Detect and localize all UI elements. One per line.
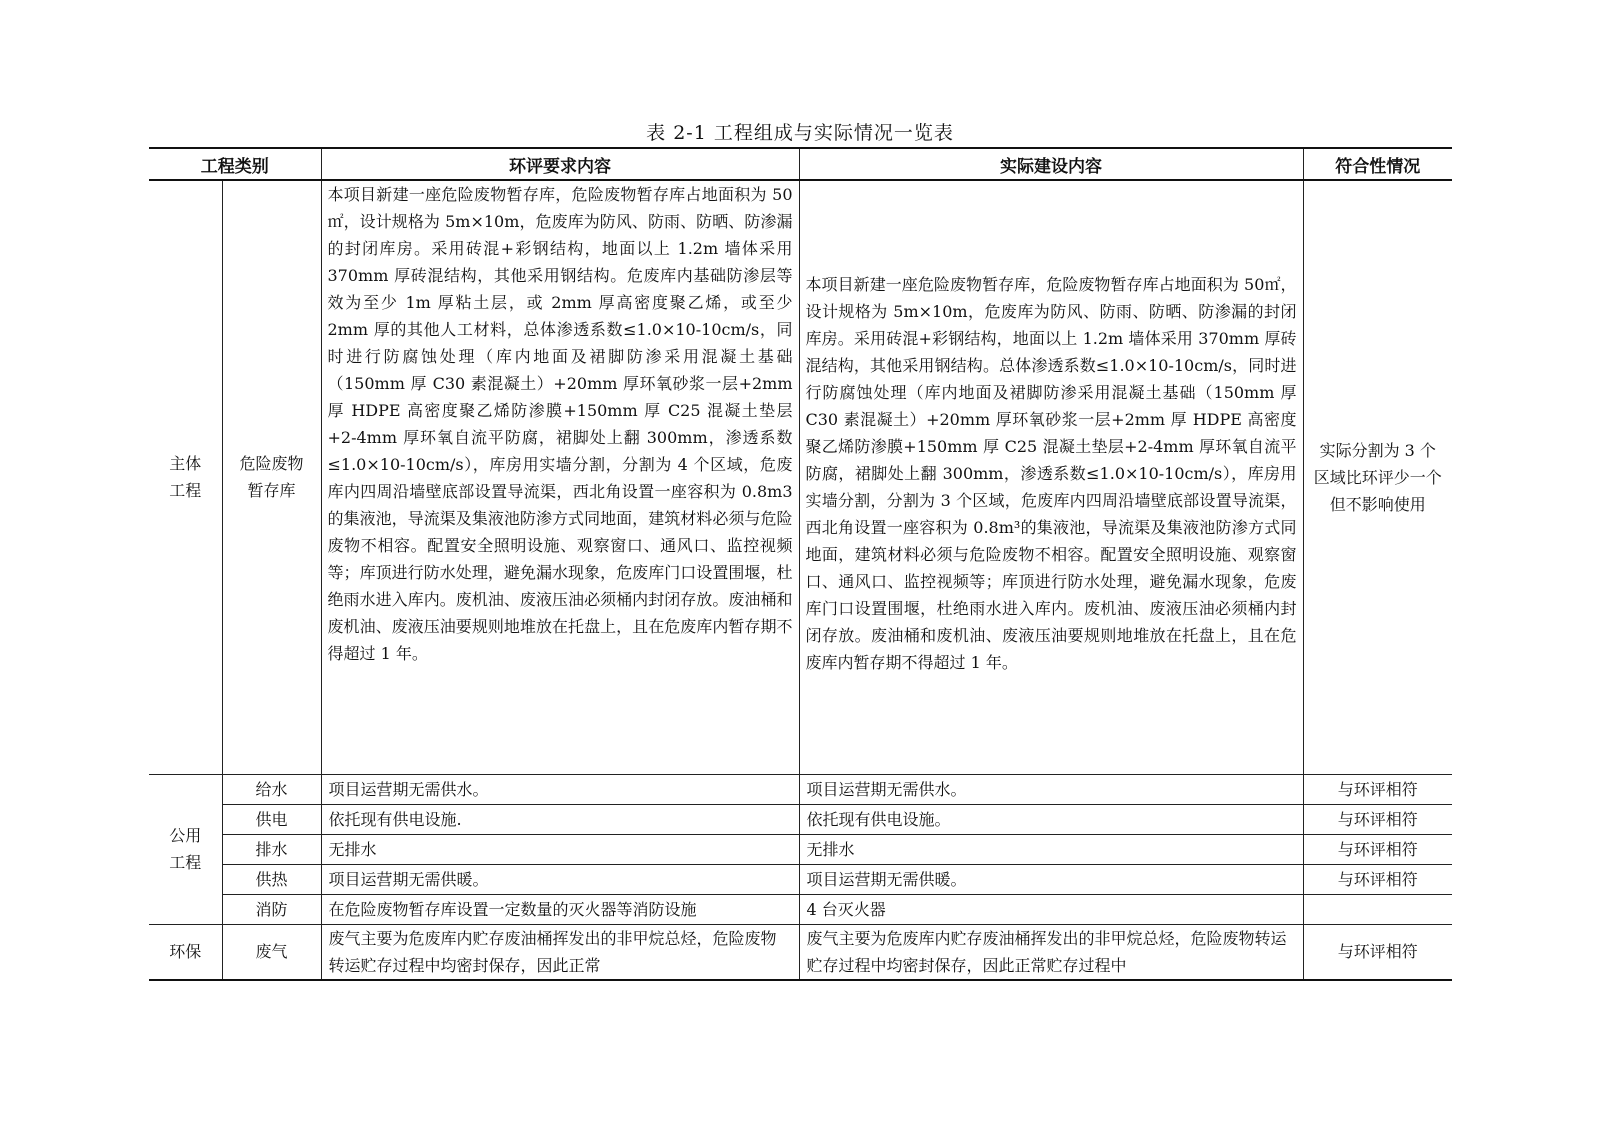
heating-compliance: 与环评相符 bbox=[1303, 864, 1452, 894]
heating-requirement: 项目运营期无需供暖。 bbox=[321, 864, 799, 894]
header-actual: 实际建设内容 bbox=[799, 148, 1303, 180]
main-actual: 本项目新建一座危险废物暂存库，危险废物暂存库占地面积为 50㎡，设计规格为 5m×10m，危废库为防风、防雨、防晒、防渗漏的封闭库房。采用砖混+彩钢结构，地面以上 1.2m 墙体采用 370mm 厚砖混结构，其他采用钢结构。总体渗透系数≤1.0×10-10cm/s，同时进行防腐蚀处理（库内地面及裙脚防渗采用混凝土基础（150mm 厚 C30 素混凝土）+20mm 厚环氧砂浆一层+2mm 厚 HDPE 高密度聚乙烯防渗膜+150mm 厚 C25 混凝土垫层+2-4mm 厚环氧自流平防腐，裙脚处上翻 300mm，渗透系数≤1.0×10-10cm/s），库房用实墙分割，分割为 3 个区域，危废库内四周沿墙壁底部设置导流渠，西北角设置一座容积为 0.8m³的集液池，导流渠及集液池防渗方式同地面，建筑材料必须与危险废物不相容。配置安全照明设施、观察窗口、通风口、监控视频等；库顶进行防水处理，避免漏水现象，危废库门口设置围堰，杜绝雨水进入库内。废机油、废液压油必须桶内封闭存放。废油桶和废机油、废液压油要规则地堆放在托盘上，且在危废库内暂存期不得超过 1 年。 bbox=[799, 180, 1303, 774]
item-heating: 供热 bbox=[222, 864, 321, 894]
item-fire: 消防 bbox=[222, 894, 321, 924]
group-utility: 公用工程 bbox=[149, 774, 222, 924]
header-row bbox=[149, 148, 1452, 180]
fire-actual: 4 台灭火器 bbox=[799, 894, 1303, 924]
exhaust-actual: 废气主要为危废库内贮存废油桶挥发出的非甲烷总烃，危险废物转运贮存过程中均密封保存，因此正常贮存过程中 bbox=[799, 924, 1303, 980]
table-row-water bbox=[149, 774, 1452, 804]
table-caption: 表 2-1 工程组成与实际情况一览表 bbox=[646, 122, 954, 144]
project-composition-table bbox=[149, 147, 1452, 981]
item-drainage: 排水 bbox=[222, 834, 321, 864]
drainage-requirement: 无排水 bbox=[321, 834, 799, 864]
water-actual: 项目运营期无需供水。 bbox=[799, 774, 1303, 804]
table-row-main bbox=[149, 180, 1452, 774]
power-requirement: 依托现有供电设施. bbox=[321, 804, 799, 834]
fire-compliance bbox=[1303, 894, 1452, 924]
power-actual: 依托现有供电设施。 bbox=[799, 804, 1303, 834]
main-compliance: 实际分割为 3 个区域比环评少一个但不影响使用 bbox=[1303, 180, 1452, 774]
main-requirement: 本项目新建一座危险废物暂存库，危险废物暂存库占地面积为 50㎡，设计规格为 5m×10m，危废库为防风、防雨、防晒、防渗漏的封闭库房。采用砖混+彩钢结构，地面以上 1.2m 墙体采用 370mm 厚砖混结构，其他采用钢结构。危废库内基础防渗层等效为至少 1m 厚粘土层，或 2mm 厚高密度聚乙烯，或至少 2mm 厚的其他人工材料，总体渗透系数≤1.0×10-10cm/s，同时进行防腐蚀处理（库内地面及裙脚防渗采用混凝土基础（150mm 厚 C30 素混凝土）+20mm 厚环氧砂浆一层+2mm 厚 HDPE 高密度聚乙烯防渗膜+150mm 厚 C25 混凝土垫层+2-4mm 厚环氧自流平防腐，裙脚处上翻 300mm，渗透系数≤1.0×10-10cm/s），库房用实墙分割，分割为 4 个区域，危废库内四周沿墙壁底部设置导流渠，西北角设置一座容积为 0.8m3 的集液池，导流渠及集液池防渗方式同地面，建筑材料必须与危险废物不相容。配置安全照明设施、观察窗口、通风口、监控视频等；库顶进行防水处理，避免漏水现象，危废库门口设置围堰，杜绝雨水进入库内。废机油、废液压油必须桶内封闭存放。废油桶和废机油、废液压油要规则地堆放在托盘上，且在危废库内暂存期不得超过 1 年。 bbox=[321, 180, 799, 774]
header-compliance: 符合性情况 bbox=[1303, 148, 1452, 180]
group-env: 环保 bbox=[149, 924, 222, 980]
exhaust-requirement: 废气主要为危废库内贮存废油桶挥发出的非甲烷总烃，危险废物转运贮存过程中均密封保存，因此正常 bbox=[321, 924, 799, 980]
heating-actual: 项目运营期无需供暖。 bbox=[799, 864, 1303, 894]
table-row-fire bbox=[149, 894, 1452, 924]
fire-requirement: 在危险废物暂存库设置一定数量的灭火器等消防设施 bbox=[321, 894, 799, 924]
table-row-exhaust bbox=[149, 924, 1452, 980]
drainage-compliance: 与环评相符 bbox=[1303, 834, 1452, 864]
item-water: 给水 bbox=[222, 774, 321, 804]
item-power: 供电 bbox=[222, 804, 321, 834]
table-row-power bbox=[149, 804, 1452, 834]
header-requirement: 环评要求内容 bbox=[321, 148, 799, 180]
water-compliance: 与环评相符 bbox=[1303, 774, 1452, 804]
header-category: 工程类别 bbox=[149, 148, 321, 180]
drainage-actual: 无排水 bbox=[799, 834, 1303, 864]
table-row-drainage bbox=[149, 834, 1452, 864]
power-compliance: 与环评相符 bbox=[1303, 804, 1452, 834]
exhaust-compliance: 与环评相符 bbox=[1303, 924, 1452, 980]
table-row-heating bbox=[149, 864, 1452, 894]
item-hazardous-storage: 危险废物暂存库 bbox=[222, 180, 321, 774]
group-main: 主体工程 bbox=[149, 180, 222, 774]
item-exhaust: 废气 bbox=[222, 924, 321, 980]
water-requirement: 项目运营期无需供水。 bbox=[321, 774, 799, 804]
